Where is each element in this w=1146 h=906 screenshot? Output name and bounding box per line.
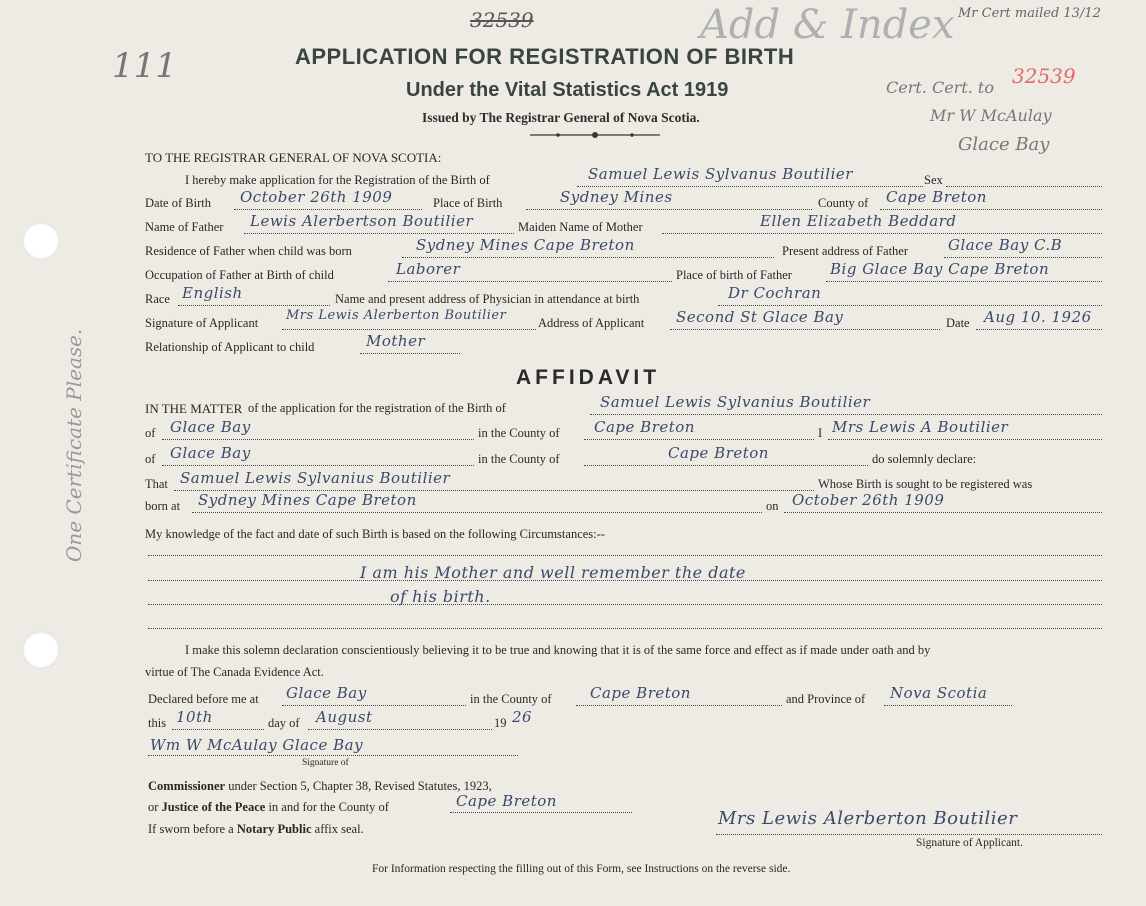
month-value: August — [316, 708, 373, 726]
commissioner-signature: Wm W McAulay Glace Bay — [150, 736, 364, 754]
affidavit-heading: AFFIDAVIT — [516, 366, 661, 389]
whose-label: Whose Birth is sought to be registered was — [818, 477, 1033, 491]
date-label: Date — [946, 316, 970, 330]
residence-value: Sydney Mines Cape Breton — [416, 236, 635, 254]
of-label-1: of — [145, 426, 156, 440]
that-value: Samuel Lewis Sylvanius Boutilier — [180, 469, 451, 487]
punch-hole-bottom — [22, 631, 60, 669]
punch-hole-top — [22, 222, 60, 260]
justice-line — [148, 800, 389, 815]
county-label-1: in the County of — [478, 426, 560, 440]
form-subtitle: Under the Vital Statistics Act 1919 — [406, 79, 729, 101]
applicant-signature: Mrs Lewis Alerberton Boutilier — [718, 808, 1018, 829]
address-value: Second St Glace Bay — [676, 308, 844, 326]
present-address-value: Glace Bay C.B — [948, 236, 1063, 254]
day-value: 10th — [176, 708, 213, 726]
born-at-value: Sydney Mines Cape Breton — [198, 491, 417, 509]
note-cert-mailed: Mr Cert mailed 13/12 — [958, 6, 1101, 21]
signature-label: Signature of Applicant — [145, 316, 259, 330]
year-value: 26 — [512, 708, 533, 726]
county-value-1: Cape Breton — [594, 418, 695, 436]
county-value: Cape Breton — [886, 188, 987, 206]
pob-value: Sydney Mines — [560, 188, 673, 206]
declared-value: Glace Bay — [286, 684, 367, 702]
commissioner-line — [148, 779, 492, 794]
present-address-label: Present address of Father — [782, 244, 909, 258]
on-value: October 26th 1909 — [792, 491, 945, 509]
mother-maiden-label: Maiden Name of Mother — [518, 220, 643, 234]
date-value: Aug 10. 1926 — [984, 308, 1092, 326]
on-label: on — [766, 499, 779, 513]
county-value-2: Cape Breton — [668, 444, 769, 462]
born-at-label: born at — [145, 499, 181, 513]
note-top-left: 111 — [112, 46, 177, 86]
father-name-value: Lewis Alerbertson Boutilier — [250, 212, 474, 230]
father-birthplace-value: Big Glace Bay Cape Breton — [830, 260, 1050, 278]
matter-prefix: IN THE MATTER — [145, 401, 243, 416]
county-label-2: in the County of — [478, 452, 560, 466]
declared-county-value: Cape Breton — [590, 684, 691, 702]
app-line1-prefix: I hereby make application for the Registration of the Birth of — [185, 173, 490, 187]
commissioner-text: under Section 5, Chapter 38, Revised Statutes, 1923, — [228, 779, 492, 793]
father-birthplace-label: Place of birth of Father — [676, 268, 792, 282]
address-label: Address of Applicant — [538, 316, 645, 330]
declared-label: Declared before me at — [148, 692, 259, 706]
child-name-value: Samuel Lewis Sylvanus Boutilier — [588, 165, 853, 183]
father-name-label: Name of Father — [145, 220, 224, 234]
solemn-line-2: virtue of The Canada Evidence Act. — [145, 665, 324, 679]
justice-bold: Justice of the Peace — [161, 800, 266, 814]
i-value: Mrs Lewis A Boutilier — [832, 418, 1009, 436]
declared-county-label: in the County of — [470, 692, 552, 706]
residence-label: Residence of Father when child was born — [145, 244, 352, 258]
notary-prefix: If sworn before a — [148, 822, 234, 836]
circumstance-line-1: I am his Mother and well remember the date — [360, 563, 746, 582]
note-name: Mr W McAulay — [930, 106, 1052, 125]
note-add-index: Add & Index — [700, 2, 955, 48]
addressee: TO THE REGISTRAR GENERAL OF NOVA SCOTIA: — [145, 150, 442, 165]
note-cert-to: Cert. Cert. to — [886, 78, 994, 97]
year-prefix: 19 — [494, 716, 507, 730]
county-label: County of — [818, 196, 869, 210]
circumstance-line-2: of his birth. — [390, 587, 491, 606]
note-red-number: 32539 — [1012, 64, 1076, 88]
note-top-number: 32539 — [470, 8, 534, 32]
relationship-value: Mother — [366, 332, 426, 350]
notary-text: affix seal. — [314, 822, 364, 836]
justice-prefix: or — [148, 800, 159, 814]
relationship-label: Relationship of Applicant to child — [145, 340, 315, 354]
signature-value: Mrs Lewis Alerberton Boutilier — [286, 308, 507, 323]
declare-label: do solemnly declare: — [872, 452, 977, 466]
race-value: English — [182, 284, 243, 302]
justice-text: in and for the County of — [268, 800, 389, 814]
i-label: I — [818, 426, 823, 440]
province-label: and Province of — [786, 692, 866, 706]
sex-label: Sex — [924, 173, 943, 187]
form-title: APPLICATION FOR REGISTRATION OF BIRTH — [295, 44, 795, 69]
commissioner-bold: Commissioner — [148, 779, 226, 793]
applicant-signature-label: Signature of Applicant. — [916, 837, 1023, 849]
occupation-value: Laborer — [396, 260, 461, 278]
matter-text: of the application for the registration of the Birth of — [248, 401, 506, 415]
province-value: Nova Scotia — [890, 684, 988, 702]
matter-value: Samuel Lewis Sylvanius Boutilier — [600, 393, 871, 411]
this-label: this — [148, 716, 167, 730]
dob-value: October 26th 1909 — [240, 188, 393, 206]
race-label: Race — [145, 292, 170, 306]
ornament-divider — [528, 130, 662, 140]
note-side-vertical: One Certificate Please. — [62, 328, 86, 562]
knowledge-label: My knowledge of the fact and date of such Birth is based on the following Circumstances:-- — [145, 527, 605, 541]
solemn-line-1: I make this solemn declaration conscientiously believing it to be true and knowing that it is of the same force and effect as if made under oath and by — [185, 643, 931, 657]
of-label-2: of — [145, 452, 156, 466]
form-issuer: Issued by The Registrar General of Nova Scotia. — [422, 110, 700, 125]
of-value-1: Glace Bay — [170, 418, 251, 436]
justice-county-value: Cape Breton — [456, 792, 557, 810]
footer-note: For Information respecting the filling out of this Form, see Instructions on the reverse side. — [372, 863, 791, 875]
mother-maiden-value: Ellen Elizabeth Beddard — [760, 212, 957, 230]
of-value-2: Glace Bay — [170, 444, 251, 462]
signature-of-label: Signature of — [302, 758, 349, 768]
physician-value: Dr Cochran — [728, 284, 822, 302]
physician-label: Name and present address of Physician in attendance at birth — [335, 292, 640, 306]
notary-bold: Notary Public — [236, 822, 312, 836]
notary-line — [148, 822, 364, 837]
occupation-label: Occupation of Father at Birth of child — [145, 268, 334, 282]
pob-label: Place of Birth — [433, 196, 503, 210]
day-of-label: day of — [268, 716, 300, 730]
that-label: That — [145, 477, 168, 491]
note-place: Glace Bay — [958, 134, 1050, 155]
dob-label: Date of Birth — [145, 196, 211, 210]
